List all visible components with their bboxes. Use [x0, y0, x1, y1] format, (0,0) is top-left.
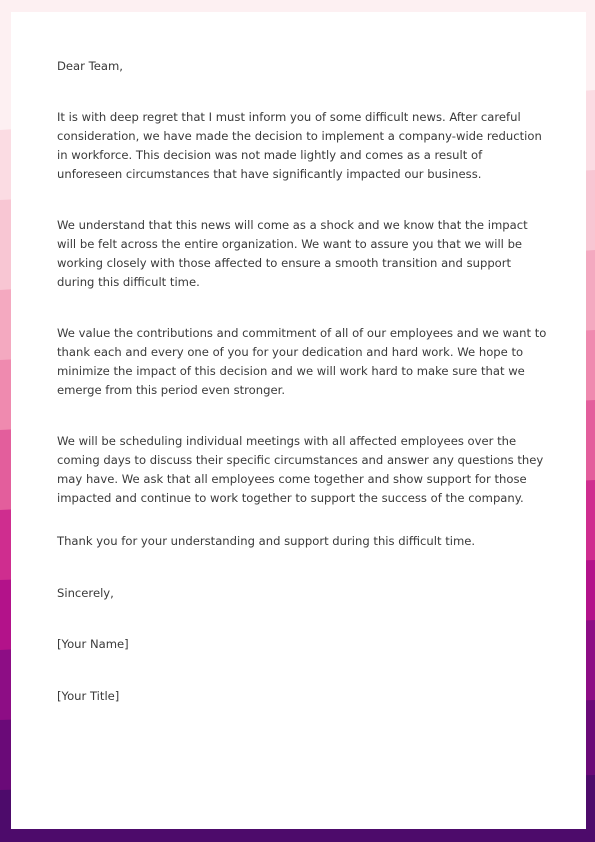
letter-paragraph: We value the contributions and commitment of all of our employees and we want to thank each and every one of you for your dedication and hard work. We hope to minimize the impact of this decision and we will work hard to make sure that we emerge from this period even stronger.: [57, 326, 547, 397]
letter-body: [57, 57, 547, 706]
letter-page: [11, 12, 586, 829]
letter-paragraph: It is with deep regret that I must inform you of some difficult news. After careful consideration, we have made the decision to implement a company-wide reduction in workforce. This decision was not made lightly and comes as a result of unforeseen circumstances that have significantly impacted our business.: [57, 110, 542, 181]
letter-greeting: Dear Team,: [57, 59, 123, 73]
signature-title: [Your Title]: [57, 689, 120, 703]
letter-signoff: Sincerely,: [57, 586, 114, 600]
letter-closing-line: Thank you for your understanding and support during this difficult time.: [57, 534, 476, 548]
signature-name: [Your Name]: [57, 637, 129, 651]
letter-paragraph: We will be scheduling individual meetings with all affected employees over the coming days to discuss their specific circumstances and answer any questions they may have. We ask that all employees come together and show support for those impacted and continue to work together to support the success of the company.: [57, 434, 544, 505]
letter-paragraph: We understand that this news will come as a shock and we know that the impact will be felt across the entire organization. We want to assure you that we will be working closely with those affected to ensure a smooth transition and support during this difficult time.: [57, 218, 528, 289]
